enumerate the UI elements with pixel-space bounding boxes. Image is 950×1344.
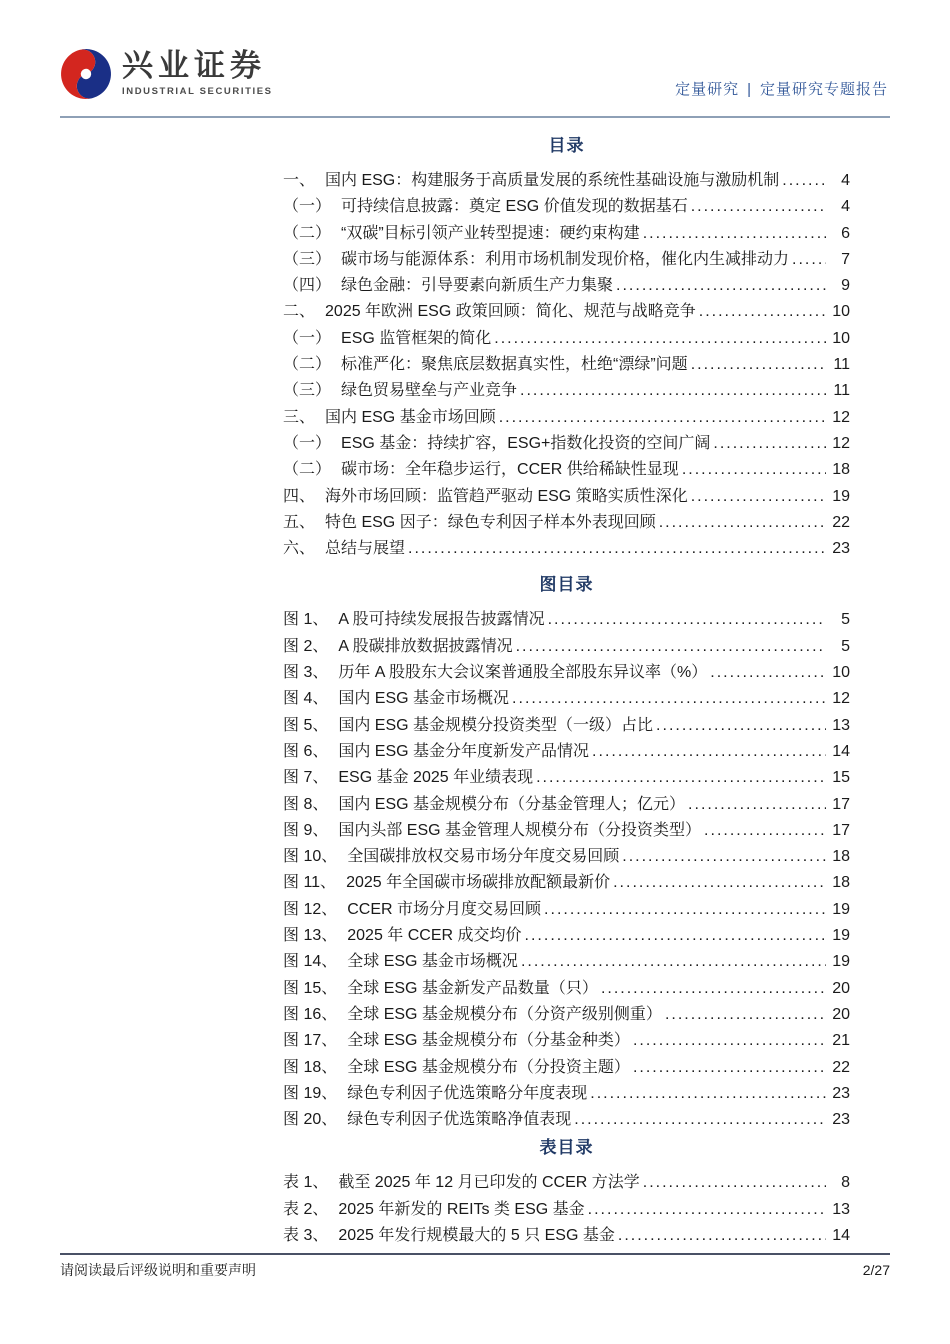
- figure-entry-label: 图 16、: [283, 1005, 338, 1023]
- toc-entry-title: 标准严化：聚焦底层数据真实性，杜绝“漂绿”问题: [341, 356, 688, 374]
- figure-entry-page: 20: [832, 979, 850, 997]
- tables-section-title: 表目录: [539, 1138, 594, 1158]
- page-number-indicator: 2/27: [862, 1262, 890, 1278]
- toc-entry-page: 11: [833, 382, 850, 400]
- figure-toc-entry[interactable]: [283, 1002, 850, 1028]
- toc-entry-page: 22: [832, 513, 850, 531]
- toc-entry[interactable]: [283, 168, 850, 194]
- toc-entry-page: 7: [841, 250, 850, 268]
- table-toc-entry[interactable]: [283, 1197, 850, 1223]
- toc-entry-title: 国内 ESG：构建服务于高质量发展的系统性基础设施与激励机制: [325, 172, 780, 189]
- figure-entry-page: 19: [832, 927, 850, 945]
- figure-entry-label: 图 20、: [283, 1111, 338, 1129]
- figure-entry-page: 18: [832, 874, 850, 892]
- report-subtype: 定量研究专题报告: [759, 81, 888, 98]
- dot-leader: [618, 1223, 826, 1249]
- toc-entry-page: 23: [832, 540, 850, 558]
- toc-entry[interactable]: [283, 352, 850, 378]
- figure-entry-page: 5: [841, 637, 850, 655]
- figure-entry-title: CCER 市场分月度交易回顾: [347, 900, 542, 918]
- report-type-separator: |: [747, 81, 752, 98]
- figure-entry-page: 19: [832, 900, 850, 918]
- table-entry-title: 截至 2025 年 12 月已印发的 CCER 方法学: [338, 1174, 640, 1192]
- figure-entry-label: 图 4、: [283, 690, 329, 708]
- table-entry-title: 2025 年新发的 REITs 类 ESG 基金: [338, 1200, 585, 1218]
- toc-entry[interactable]: [283, 378, 850, 404]
- toc-entry-label: （一）: [283, 329, 332, 347]
- toc-entry-title: 碳市场与能源体系：利用市场机制发现价格，催化内生减排动力: [341, 250, 790, 268]
- dot-leader: [536, 765, 826, 791]
- figure-toc-entry[interactable]: [283, 923, 850, 949]
- figure-entry-title: 国内 ESG 基金分年度新发产品情况: [338, 742, 590, 760]
- dot-leader: [656, 713, 826, 739]
- figure-entry-title: 历年 A 股股东大会议案普通股全部股东异议率（%）: [338, 664, 708, 682]
- figure-entry-title: 2025 年全国碳市场碳排放配额最新价: [346, 874, 611, 892]
- dot-leader: [643, 1170, 826, 1196]
- figure-entry-title: 全国碳排放权交易市场分年度交易回顾: [347, 848, 620, 866]
- toc-entry-label: （三）: [283, 250, 332, 268]
- figure-entry-label: 图 5、: [283, 716, 329, 734]
- toc-content: [283, 136, 850, 1249]
- figure-entry-label: 图 10、: [283, 848, 338, 866]
- figure-entry-title: 全球 ESG 基金规模分布（分基金种类）: [347, 1032, 630, 1050]
- table-entry-title: 2025 年发行规模最大的 5 只 ESG 基金: [338, 1226, 615, 1244]
- toc-entry-label: （二）: [283, 224, 332, 242]
- brand-name-cn: 兴业证券: [122, 48, 266, 83]
- table-toc-entry[interactable]: [283, 1223, 850, 1249]
- toc-entry-title: ESG 监管框架的简化: [341, 329, 492, 347]
- dot-leader: [682, 457, 826, 483]
- toc-entry-page: 9: [841, 277, 850, 295]
- dot-leader: [782, 168, 826, 194]
- toc-entry-page: 6: [841, 224, 850, 242]
- figure-entry-page: 17: [832, 821, 850, 839]
- header-divider: [60, 116, 890, 118]
- brand-logo: [60, 48, 273, 100]
- figure-entry-label: 图 19、: [283, 1084, 338, 1102]
- figure-entry-page: 22: [832, 1058, 850, 1076]
- figure-entry-title: 绿色专利因子优选策略分年度表现: [347, 1084, 588, 1102]
- toc-entry-title: “双碳”目标引领产业转型提速：硬约束构建: [341, 224, 640, 242]
- figure-entry-page: 14: [832, 742, 850, 760]
- dot-leader: [643, 221, 826, 247]
- toc-entry-label: 一、: [283, 172, 316, 189]
- figure-toc-entry[interactable]: [283, 870, 850, 896]
- toc-entry-title: 2025 年欧洲 ESG 政策回顾：简化、规范与战略竞争: [325, 303, 696, 321]
- toc-entry-title: 总结与展望: [325, 540, 406, 558]
- toc-entry-title: 国内 ESG 基金市场回顾: [325, 408, 496, 426]
- report-type-label: [675, 78, 888, 99]
- table-toc-entry[interactable]: [283, 1170, 850, 1196]
- dot-leader: [688, 792, 826, 818]
- toc-entry-title: 碳市场：全年稳步运行，CCER 供给稀缺性显现: [341, 461, 679, 479]
- toc-entry[interactable]: [283, 536, 850, 562]
- toc-entry-page: 11: [833, 356, 850, 374]
- figure-entry-label: 图 2、: [283, 637, 329, 655]
- toc-entry-label: （一）: [283, 198, 332, 216]
- figure-entry-label: 图 14、: [283, 953, 338, 971]
- figure-entry-label: 图 8、: [283, 795, 329, 813]
- figure-toc-entry[interactable]: [283, 607, 850, 633]
- toc-entry-title: 绿色金融：引导要素向新质生产力集聚: [341, 277, 614, 295]
- figure-toc-entry[interactable]: [283, 792, 850, 818]
- figure-entry-page: 23: [832, 1111, 850, 1129]
- figure-entry-page: 21: [832, 1032, 850, 1050]
- dot-leader: [521, 949, 826, 975]
- dot-leader: [616, 273, 826, 299]
- figure-toc-entry[interactable]: [283, 976, 850, 1002]
- figure-entry-title: A 股碳排放数据披露情况: [338, 637, 513, 655]
- table-entry-label: 表 3、: [283, 1226, 329, 1244]
- toc-entry-label: （一）: [283, 434, 332, 452]
- toc-entry[interactable]: [283, 405, 850, 431]
- dot-leader: [792, 247, 826, 273]
- toc-entry-page: 12: [832, 408, 850, 426]
- toc-entry[interactable]: [283, 510, 850, 536]
- dot-leader: [512, 686, 826, 712]
- dot-leader: [548, 607, 826, 633]
- figure-entry-page: 5: [841, 611, 850, 629]
- toc-entry-page: 19: [832, 487, 850, 505]
- toc-list: [283, 168, 850, 562]
- figure-toc-entry[interactable]: [283, 1081, 850, 1107]
- figure-toc-entry[interactable]: [283, 765, 850, 791]
- toc-entry-page: 12: [832, 434, 850, 452]
- toc-entry[interactable]: [283, 484, 850, 510]
- figure-entry-label: 图 7、: [283, 769, 329, 787]
- dot-leader: [622, 844, 826, 870]
- figure-toc-entry[interactable]: [283, 1107, 850, 1133]
- toc-entry-label: 四、: [283, 487, 316, 505]
- figure-entry-page: 10: [832, 664, 850, 682]
- toc-entry-title: 特色 ESG 因子：绿色专利因子样本外表现回顾: [325, 513, 656, 531]
- figures-list: [283, 607, 850, 1133]
- dot-leader: [665, 1002, 826, 1028]
- figure-entry-title: 全球 ESG 基金规模分布（分资产级别侧重）: [347, 1005, 662, 1023]
- toc-entry-label: 二、: [283, 303, 316, 321]
- figure-entry-label: 图 12、: [283, 900, 338, 918]
- figure-entry-title: 国内 ESG 基金规模分投资类型（一级）占比: [338, 716, 654, 734]
- dot-leader: [633, 1028, 826, 1054]
- dot-leader: [633, 1055, 826, 1081]
- dot-leader: [574, 1107, 826, 1133]
- toc-entry[interactable]: [283, 431, 850, 457]
- toc-entry-label: 五、: [283, 513, 316, 531]
- toc-entry[interactable]: [283, 299, 850, 325]
- dot-leader: [691, 194, 826, 220]
- dot-leader: [590, 1081, 826, 1107]
- figure-entry-page: 20: [832, 1005, 850, 1023]
- toc-entry-title: 海外市场回顾：监管趋严驱动 ESG 策略实质性深化: [325, 487, 688, 505]
- figure-toc-entry[interactable]: [283, 1055, 850, 1081]
- figure-entry-label: 图 11、: [283, 874, 337, 892]
- toc-entry[interactable]: [283, 326, 850, 352]
- figure-entry-title: 绿色专利因子优选策略净值表现: [347, 1111, 572, 1129]
- footer-disclaimer: 请阅读最后评级说明和重要声明: [60, 1262, 256, 1278]
- figure-entry-title: 2025 年 CCER 成交均价: [347, 927, 522, 945]
- figure-entry-label: 图 9、: [283, 821, 329, 839]
- toc-entry-label: （二）: [283, 356, 332, 374]
- figure-entry-title: 国内 ESG 基金市场概况: [338, 690, 510, 708]
- figure-entry-label: 图 18、: [283, 1058, 338, 1076]
- figure-entry-title: 全球 ESG 基金市场概况: [347, 953, 518, 971]
- figure-entry-title: ESG 基金 2025 年业绩表现: [338, 769, 534, 787]
- toc-entry[interactable]: [283, 221, 850, 247]
- toc-entry[interactable]: [283, 247, 850, 273]
- toc-entry-label: 三、: [283, 408, 316, 426]
- toc-entry[interactable]: [283, 273, 850, 299]
- dot-leader: [659, 510, 826, 536]
- figure-entry-label: 图 15、: [283, 979, 338, 997]
- dot-leader: [544, 897, 826, 923]
- figure-toc-entry[interactable]: [283, 713, 850, 739]
- figure-entry-label: 图 1、: [283, 611, 329, 629]
- table-entry-page: 8: [841, 1174, 850, 1192]
- figure-entry-title: 国内头部 ESG 基金管理人规模分布（分投资类型）: [338, 821, 702, 839]
- table-entry-page: 14: [832, 1226, 850, 1244]
- toc-entry-title: 绿色贸易壁垒与产业竞争: [341, 382, 518, 400]
- toc-entry-label: 六、: [283, 540, 316, 558]
- dot-leader: [613, 870, 826, 896]
- figure-toc-entry[interactable]: [283, 1028, 850, 1054]
- dot-leader: [494, 326, 826, 352]
- figure-entry-label: 图 3、: [283, 664, 329, 682]
- figure-entry-page: 23: [832, 1084, 850, 1102]
- toc-entry-label: （二）: [283, 461, 332, 479]
- dot-leader: [691, 352, 826, 378]
- dot-leader: [520, 378, 826, 404]
- dot-leader: [691, 484, 826, 510]
- figure-entry-page: 18: [832, 848, 850, 866]
- table-entry-label: 表 2、: [283, 1200, 329, 1218]
- toc-entry-page: 4: [841, 172, 850, 189]
- dot-leader: [710, 660, 826, 686]
- figure-entry-page: 19: [832, 953, 850, 971]
- dot-leader: [408, 536, 826, 562]
- figure-toc-entry[interactable]: [283, 844, 850, 870]
- dot-leader: [601, 976, 826, 1002]
- figure-entry-page: 17: [832, 795, 850, 813]
- figure-entry-title: 国内 ESG 基金规模分布（分基金管理人；亿元）: [338, 795, 686, 813]
- figure-entry-page: 12: [832, 690, 850, 708]
- figure-toc-entry[interactable]: [283, 897, 850, 923]
- figure-toc-entry[interactable]: [283, 739, 850, 765]
- dot-leader: [516, 634, 826, 660]
- brand-name-en: INDUSTRIAL SECURITIES: [122, 85, 273, 97]
- figure-toc-entry[interactable]: [283, 660, 850, 686]
- tables-list: [283, 1170, 850, 1249]
- figure-toc-entry[interactable]: [283, 634, 850, 660]
- figure-toc-entry[interactable]: [283, 686, 850, 712]
- table-entry-page: 13: [832, 1200, 850, 1218]
- figure-entry-label: 图 6、: [283, 742, 329, 760]
- report-category: 定量研究: [675, 81, 740, 98]
- toc-entry-page: 10: [832, 303, 850, 321]
- dot-leader: [699, 299, 826, 325]
- figure-entry-title: 全球 ESG 基金规模分布（分投资主题）: [347, 1058, 630, 1076]
- dot-leader: [704, 818, 826, 844]
- toc-entry-label: （四）: [283, 277, 332, 295]
- page-footer: [60, 1253, 890, 1280]
- brand-swirl-icon: [54, 42, 118, 106]
- dot-leader: [713, 431, 826, 457]
- table-entry-label: 表 1、: [283, 1174, 329, 1192]
- figure-entry-page: 15: [832, 769, 850, 787]
- dot-leader: [588, 1197, 826, 1223]
- toc-entry-page: 10: [832, 329, 850, 347]
- toc-entry-label: （三）: [283, 382, 332, 400]
- toc-entry-title: 可持续信息披露：奠定 ESG 价值发现的数据基石: [341, 198, 688, 216]
- figure-entry-label: 图 13、: [283, 927, 338, 945]
- dot-leader: [525, 923, 826, 949]
- dot-leader: [592, 739, 826, 765]
- figure-entry-title: A 股可持续发展报告披露情况: [338, 611, 545, 629]
- toc-section-title: 目录: [548, 136, 585, 155]
- toc-entry-page: 4: [841, 198, 850, 216]
- figures-section-title: 图目录: [539, 575, 594, 595]
- figure-entry-title: 全球 ESG 基金新发产品数量（只）: [347, 979, 598, 997]
- dot-leader: [499, 405, 826, 431]
- figure-toc-entry[interactable]: [283, 818, 850, 844]
- figure-toc-entry[interactable]: [283, 949, 850, 975]
- toc-entry[interactable]: [283, 457, 850, 483]
- figure-entry-label: 图 17、: [283, 1032, 338, 1050]
- toc-entry-title: ESG 基金：持续扩容，ESG+指数化投资的空间广阔: [341, 434, 711, 452]
- figure-entry-page: 13: [832, 716, 850, 734]
- toc-entry[interactable]: [283, 194, 850, 220]
- toc-entry-page: 18: [832, 461, 850, 479]
